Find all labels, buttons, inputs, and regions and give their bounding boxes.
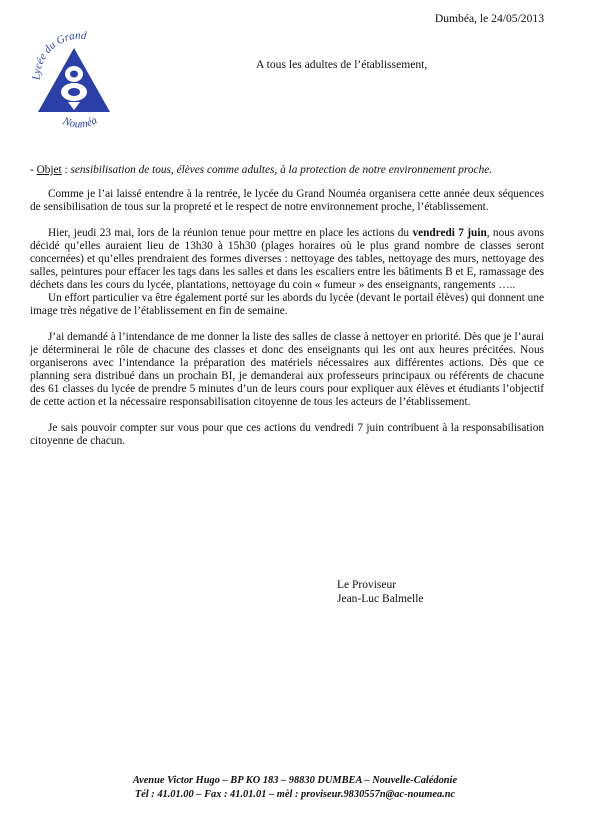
- footer: [0, 774, 590, 801]
- paragraph-2: [30, 227, 544, 292]
- letter-date: Dumbéa, le 24/05/2013: [434, 12, 544, 25]
- logo-ring-bottom-center: [68, 88, 80, 96]
- paragraph-3: Un effort particulier va être également porté sur les abords du lycée (devant le portail élèves) qui donnent une image très négative de l’établissement en fin de semaine.: [30, 292, 544, 318]
- signature-name: Jean-Luc Balmelle: [337, 593, 424, 605]
- paragraph-2-emphasis: vendredi 7 juin: [412, 226, 487, 239]
- signature-block: [337, 578, 424, 606]
- logo-text-bottom: Nouméa: [61, 114, 100, 130]
- logo-text-top: Lycée du Grand: [30, 29, 87, 81]
- subject-label: Objet: [36, 164, 62, 176]
- paragraph-4: J’ai demandé à l’intendance de me donner la liste des salles de classe à nettoyer en priorité. Dès que je l’aurai je déterminerai le rôle de chacune des classes et donc des enseignants qui les ont aux heures précitées. Nous organiserons avec l’intendance la préparation des matériels nécessaires aux différentes actions. Dès que ce planning sera distribué dans un prochain BI, je demanderai aux professeurs principaux ou référents de chacune des 61 classes du lycée de prendre 5 minutes d’un de leurs cours pour expliquer aux élèves et étudiants l’objectif de cette action et la nécessaire responsabilisation citoyenne de tous les acteurs de l’établissement.: [30, 330, 544, 409]
- paragraph-5: Je sais pouvoir compter sur vous pour que ces actions du vendredi 7 juin contribuent à la responsabilisation citoyenne de chacun.: [30, 421, 544, 447]
- school-logo: [24, 26, 128, 130]
- subject-text: sensibilisation de tous, élèves comme adultes, à la protection de notre environnement proche.: [70, 164, 493, 176]
- logo-ring-top-center: [70, 71, 78, 78]
- addressee: A tous les adultes de l’établissement,: [256, 58, 428, 71]
- subject-line: [30, 164, 570, 176]
- subject-prefix: -: [30, 164, 37, 176]
- school-logo-graphic: [24, 26, 128, 130]
- paragraph-1: Comme je l’ai laissé entendre à la rentrée, le lycée du Grand Nouméa organisera cette année deux séquences de sensibilisation de tous sur la propreté et le respect de notre environnement proche, l’établissement.: [30, 188, 544, 214]
- footer-contact: Tél : 41.01.00 – Fax : 41.01.01 – mèl : proviseur.9830557n@ac-noumea.nc: [134, 788, 456, 800]
- signature-title: Le Proviseur: [337, 579, 397, 591]
- footer-address: Avenue Victor Hugo – BP KO 183 – 98830 DUMBEA – Nouvelle-Calédonie: [132, 775, 458, 786]
- paragraph-2-end: , nous avons décidé qu’elles auraient lieu de 13h30 à 15h30 (plages horaires où le plus grand nombre de classes seront concernées) et qu’elles prendraient des formes diverses : nettoyage des tables, nettoyage des murs, nettoyage des salles, peintures pour effacer les tags dans les salles et dans les escaliers entre les bâtiments B et E, ramassage des déchets dans les cours du lycée, plantations, nettoyage du coin « fumeur » des enseignants, rangements …..: [30, 226, 544, 292]
- subject-separator: :: [61, 164, 71, 176]
- letter-body: [30, 188, 544, 461]
- paragraph-2-start: Hier, jeudi 23 mai, lors de la réunion tenue pour mettre en place les actions du: [48, 226, 413, 239]
